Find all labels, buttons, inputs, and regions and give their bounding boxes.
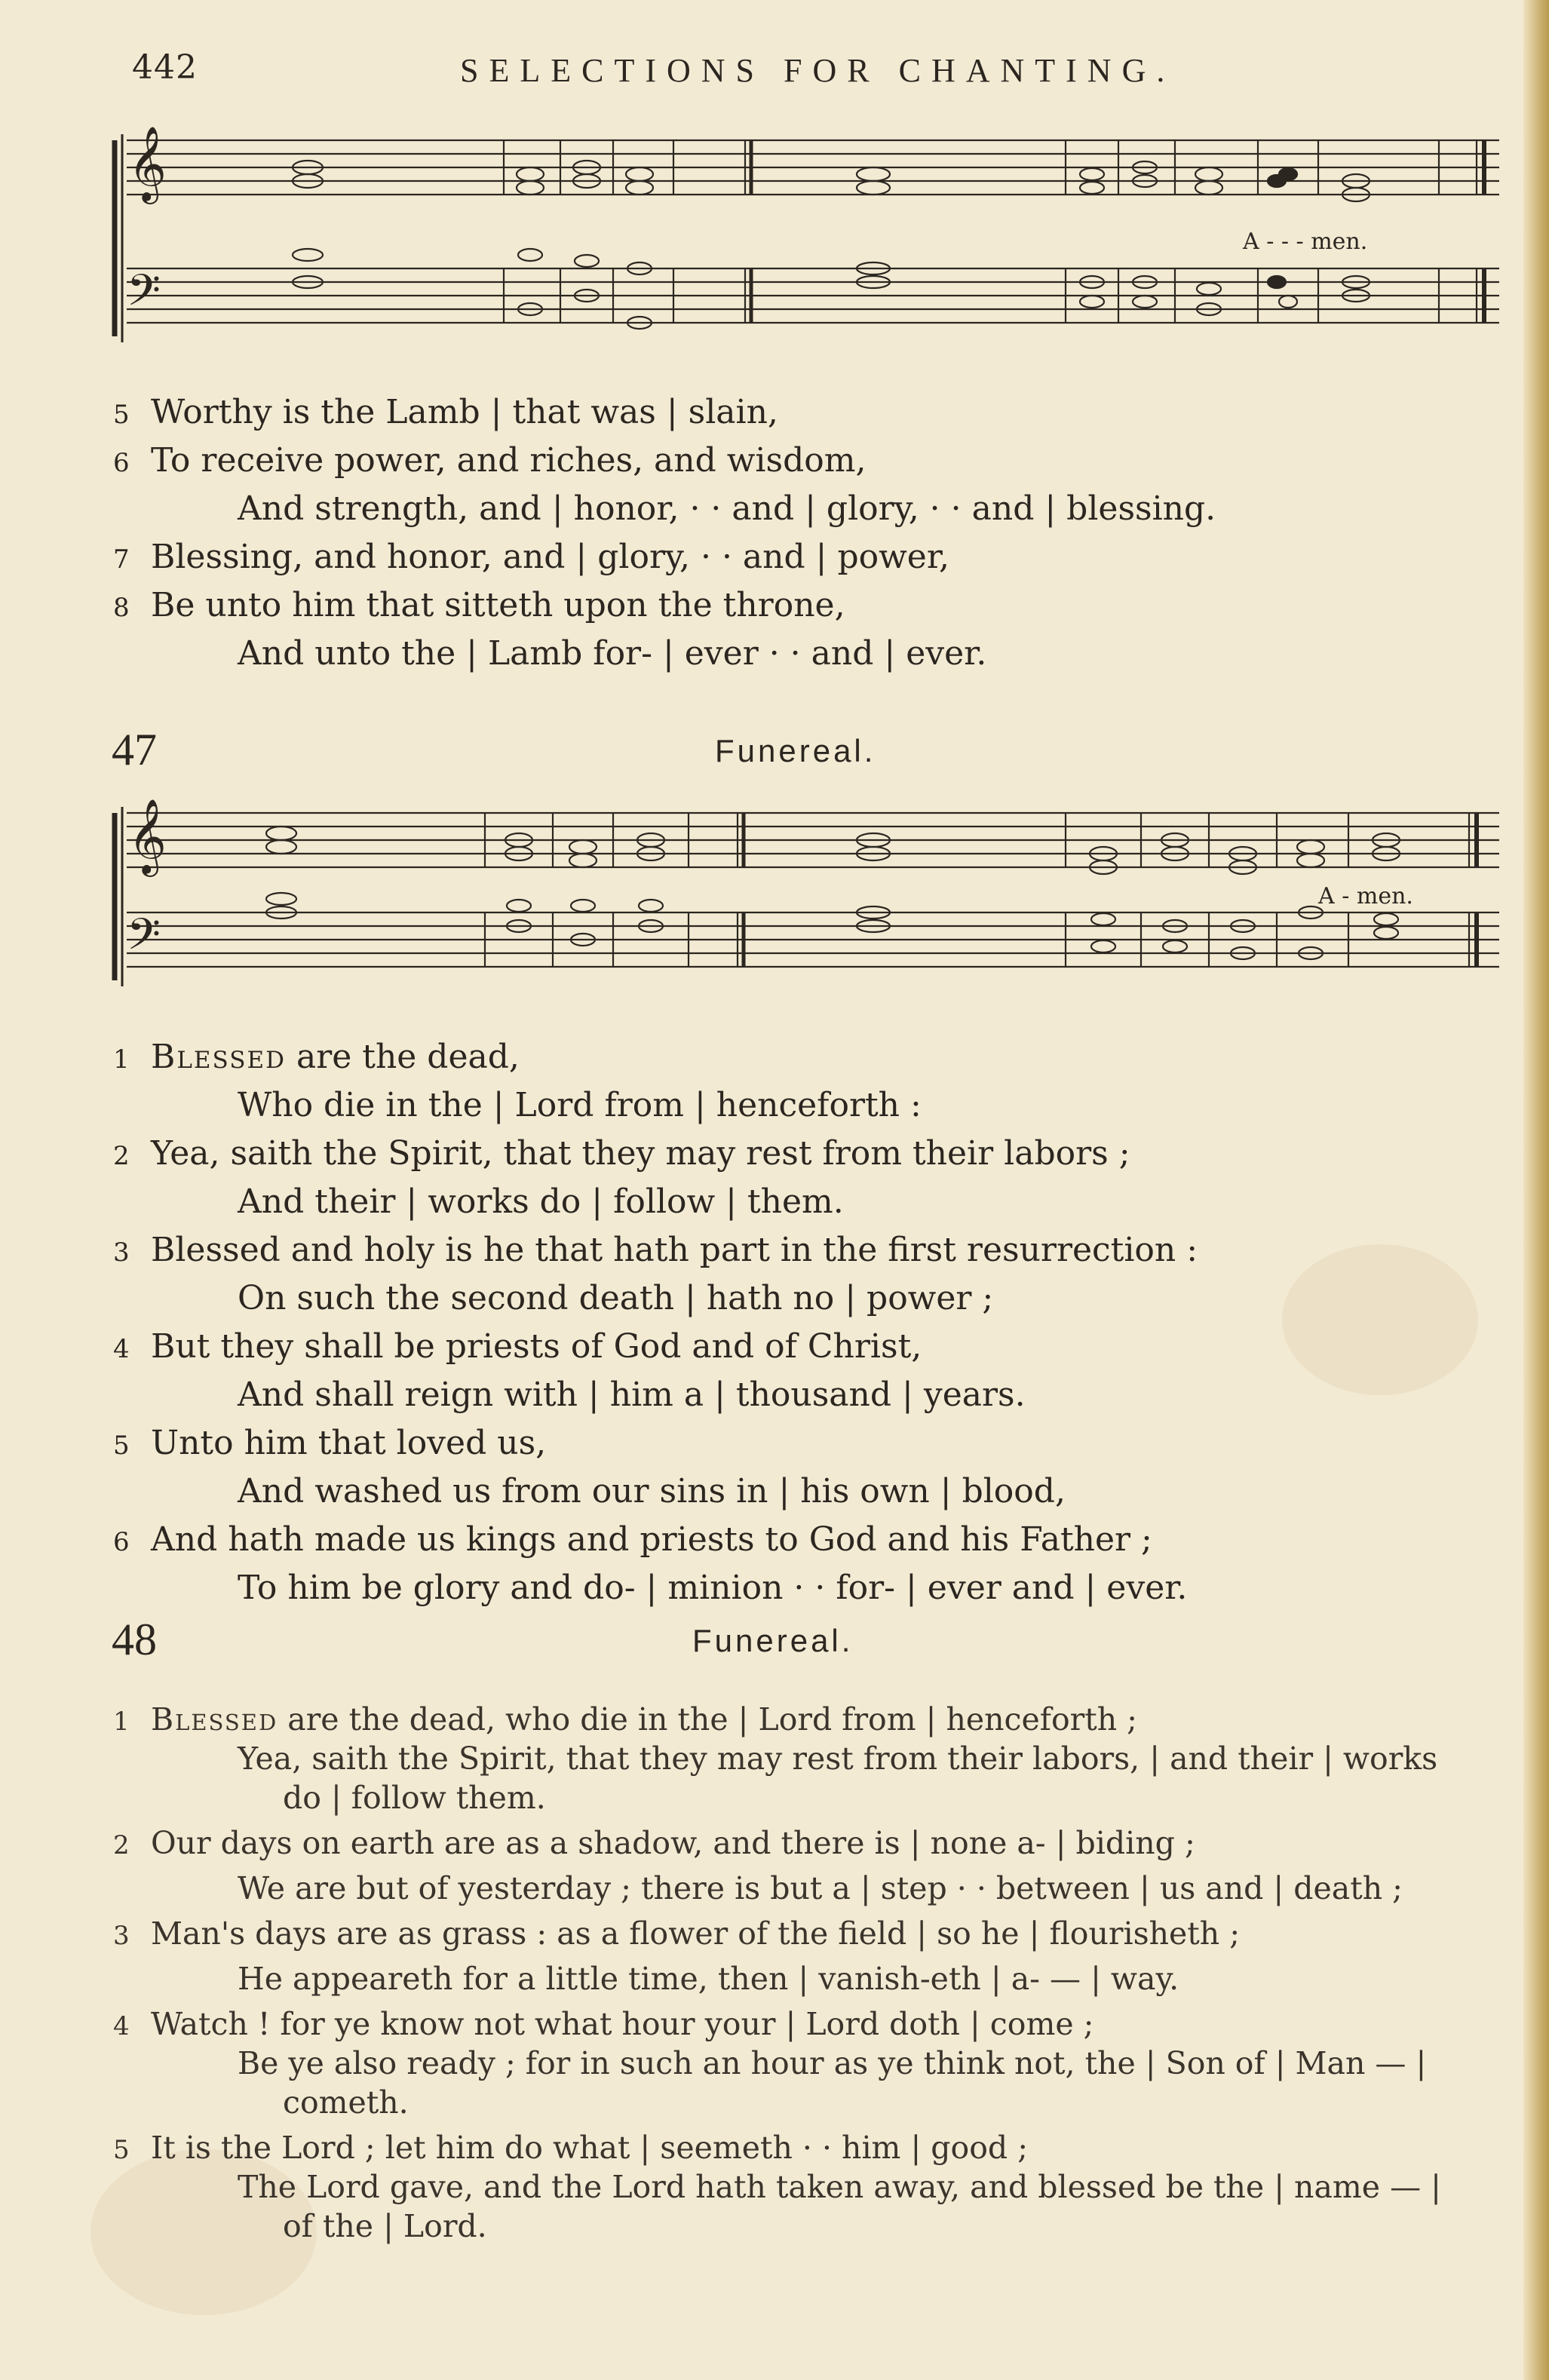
svg-text:𝄢: 𝄢 — [127, 265, 161, 327]
chant-46-staff-svg — [112, 127, 1499, 368]
page-header — [0, 48, 1549, 109]
verse-line: And strength, and | honor, · · and | glory, · · and | blessing. — [238, 489, 1216, 528]
chant-48-heading — [112, 1614, 1469, 1682]
chant-47-heading — [112, 724, 1469, 792]
verse-line: Who die in the | Lord from | henceforth : — [238, 1086, 922, 1124]
chant-title: Funereal. — [715, 733, 876, 768]
verse-line: 5 It is the Lord ; let him do what | seemeth · · him | good ; — [113, 2130, 1029, 2166]
svg-text:𝄞: 𝄞 — [128, 799, 167, 874]
amen-label: A - men. — [1318, 883, 1413, 909]
verse-line: We are but of yesterday ; there is but a | step · · between | us and | death ; — [238, 1870, 1403, 1906]
verse-line: And washed us from our sins in | his own | blood, — [238, 1472, 1066, 1511]
chant-46-score — [112, 127, 1499, 368]
verse-line: 1 Blessed are the dead, who die in the | Lord from | henceforth ; — [113, 1701, 1137, 1737]
verse-line: 6 And hath made us kings and priests to God and his Father ; — [113, 1520, 1152, 1559]
verse-line: On such the second death | hath no | power ; — [238, 1279, 994, 1317]
chant-46-verses — [113, 388, 1493, 678]
verse-line: 5 Unto him that loved us, — [113, 1424, 547, 1462]
verse-line: of the | Lord. — [283, 2208, 487, 2244]
svg-text:𝄞: 𝄞 — [128, 127, 167, 201]
verse-line: 5 Worthy is the Lamb | that was | slain, — [113, 393, 778, 431]
verse-line: 2 Our days on earth are as a shadow, and there is | none a- | biding ; — [113, 1825, 1195, 1861]
verse-line: 3 Man's days are as grass : as a flower of the field | so he | flourisheth ; — [113, 1915, 1241, 1952]
chant-title: Funereal. — [692, 1623, 854, 1658]
verse-line: And their | works do | follow | them. — [238, 1182, 844, 1221]
svg-text:𝄢: 𝄢 — [127, 909, 161, 971]
verse-line: The Lord gave, and the Lord hath taken away, and blessed be the | name — | — [238, 2169, 1441, 2205]
verse-line: 3 Blessed and holy is he that hath part in the first resurrection : — [113, 1231, 1198, 1269]
verse-line: 4 Watch ! for ye know not what hour your | Lord doth | come ; — [113, 2006, 1094, 2042]
verse-line: He appeareth for a little time, then | vanish-eth | a- — | way. — [238, 1961, 1179, 1997]
verse-line: 6 To receive power, and riches, and wisdom, — [113, 441, 867, 480]
chant-47-verses — [113, 1033, 1493, 1612]
chant-number: 48 — [112, 1615, 157, 1664]
verse-line: 1 Blessed are the dead, — [113, 1038, 520, 1076]
verse-line: 2 Yea, saith the Spirit, that they may rest from their labors ; — [113, 1134, 1130, 1173]
page-number: 442 — [132, 48, 198, 87]
verse-line: Be ye also ready ; for in such an hour as ye think not, the | Son of | Man — | — [238, 2045, 1427, 2081]
verse-line: Yea, saith the Spirit, that they may rest from their labors, | and their | works — [238, 1741, 1438, 1777]
page-edge — [1523, 0, 1549, 2380]
running-title: SELECTIONS FOR CHANTING. — [460, 52, 1176, 89]
verse-line: cometh. — [283, 2084, 409, 2121]
verse-line: And shall reign with | him a | thousand | years. — [238, 1376, 1026, 1414]
verse-line: 7 Blessing, and honor, and | glory, · · and | power, — [113, 538, 950, 576]
verse-line: 4 But they shall be priests of God and of Christ, — [113, 1327, 922, 1366]
chant-number: 47 — [112, 725, 157, 774]
verse-line: And unto the | Lamb for- | ever · · and | ever. — [238, 634, 987, 673]
amen-label: A - - - men. — [1243, 228, 1368, 255]
verse-line: do | follow them. — [283, 1780, 546, 1816]
verse-line: To him be glory and do- | minion · · for- | ever and | ever. — [238, 1569, 1188, 1607]
chant-47-staff-svg — [112, 799, 1499, 1026]
chant-48-verses — [113, 1697, 1493, 2249]
verse-line: 8 Be unto him that sitteth upon the throne, — [113, 586, 845, 624]
chant-47-score — [112, 799, 1499, 1026]
